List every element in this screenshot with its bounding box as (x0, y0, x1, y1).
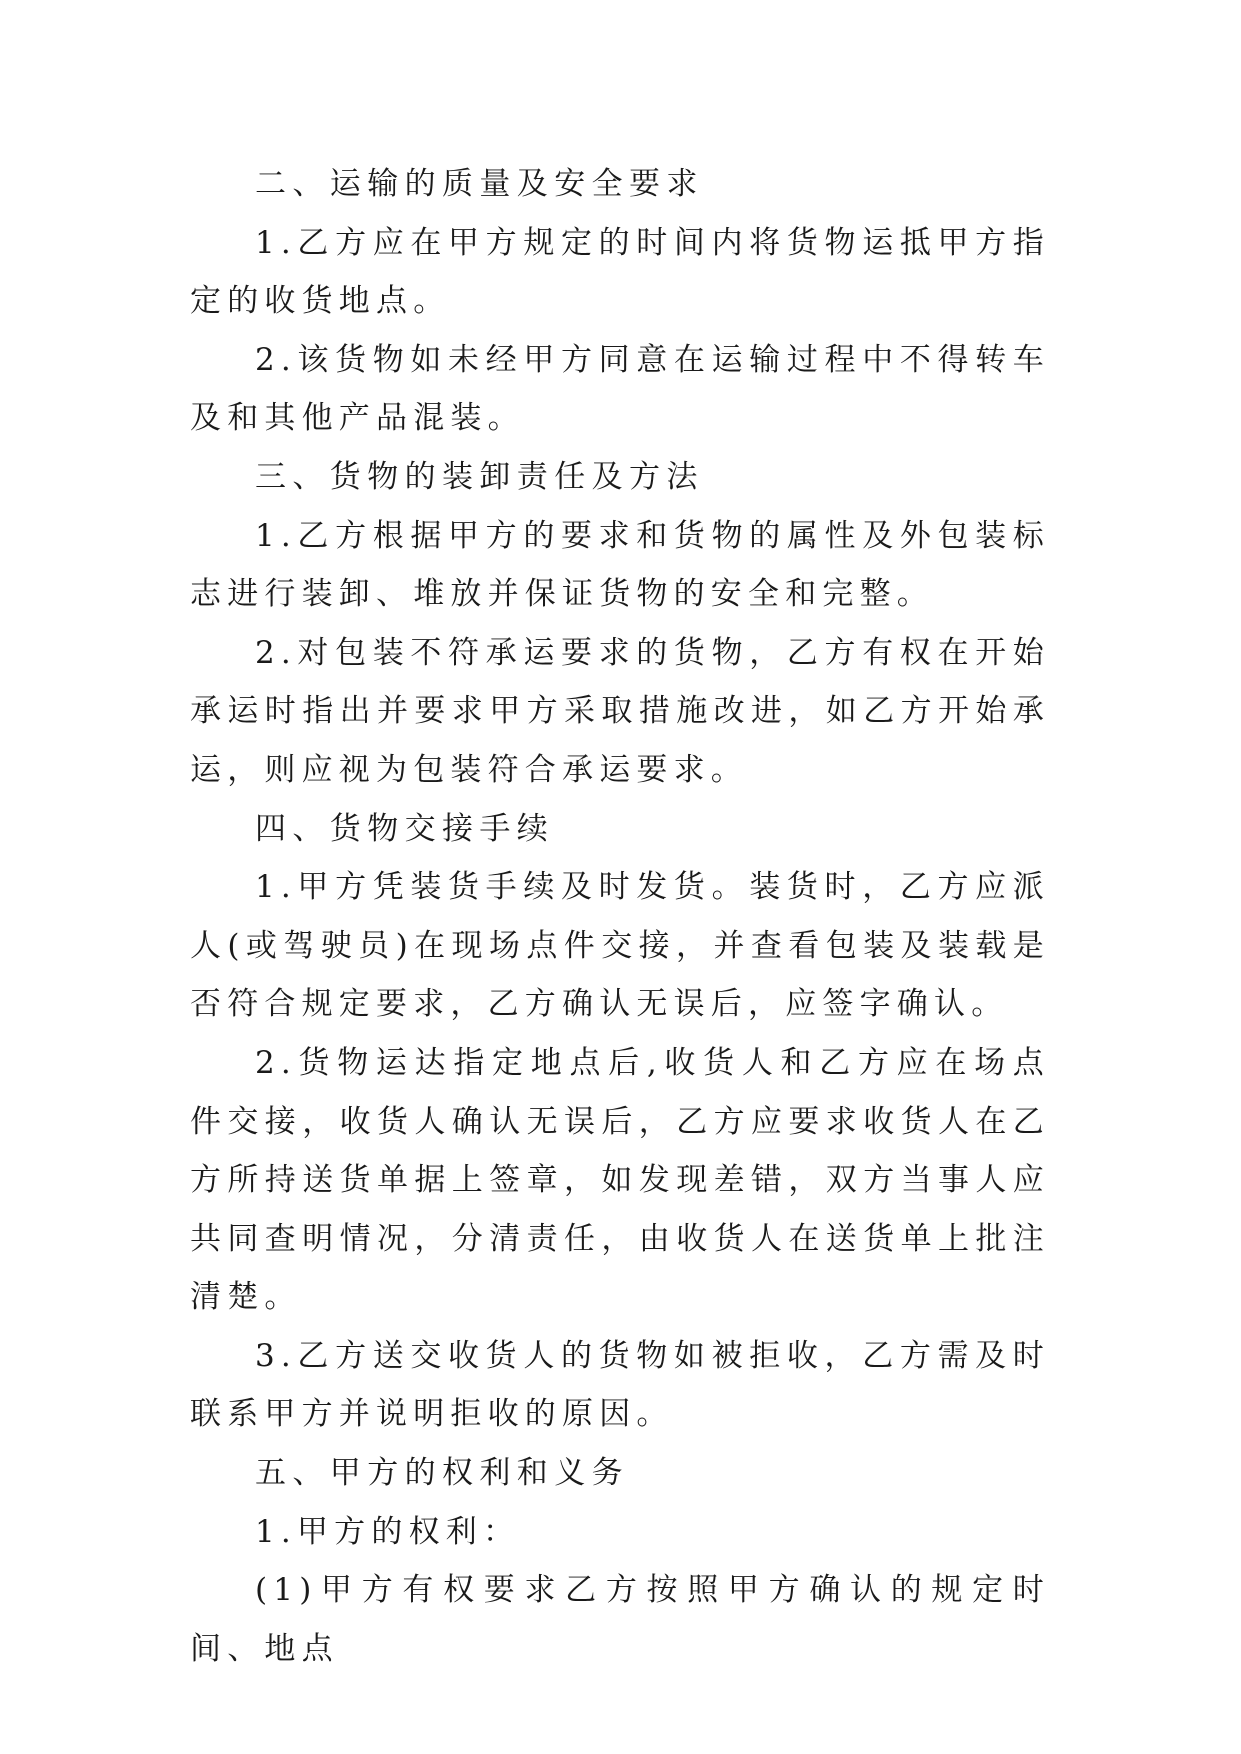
clause-4-2: 2.货物运达指定地点后,收货人和乙方应在场点件交接，收货人确认无误后，乙方应要求收货人在乙方所持送货单据上签章，如发现差错，双方当事人应共同查明情况，分清责任，由收货人在送货单上批注清楚。 (190, 1044, 1050, 1316)
section-heading-5: 五、甲方的权利和义务 (255, 1455, 629, 1492)
section-heading-2: 二、运输的质量及安全要求 (255, 166, 704, 202)
section-heading-4: 四、货物交接手续 (255, 810, 555, 847)
clause-5-1-1: (1)甲方有权要求乙方按照甲方确认的规定时间、地点 (190, 1572, 1050, 1667)
clause-3-2: 2.对包装不符承运要求的货物，乙方有权在开始承运时指出并要求甲方采取措施改进，如乙方开始承运，则应视为包装符合承运要求。 (190, 634, 1050, 788)
clause-2-1: 1.乙方应在甲方规定的时间内将货物运抵甲方指定的收货地点。 (190, 224, 1050, 320)
clause-3-1: 1.乙方根据甲方的要求和货物的属性及外包装标志进行装卸、堆放并保证货物的安全和完整。 (190, 517, 1050, 613)
document-page (190, 155, 1050, 1678)
clause-4-3: 3.乙方送交收货人的货物如被拒收，乙方需及时联系甲方并说明拒收的原因。 (190, 1337, 1050, 1433)
clause-5-1: 1.甲方的权利： (255, 1513, 521, 1550)
section-heading-3: 三、货物的装卸责任及方法 (255, 458, 704, 495)
clause-4-1: 1.甲方凭装货手续及时发货。装货时，乙方应派人(或驾驶员)在现场点件交接，并查看包装及装载是否符合规定要求，乙方确认无误后，应签字确认。 (190, 869, 1050, 1023)
clause-2-2: 2.该货物如未经甲方同意在运输过程中不得转车及和其他产品混装。 (190, 341, 1050, 437)
